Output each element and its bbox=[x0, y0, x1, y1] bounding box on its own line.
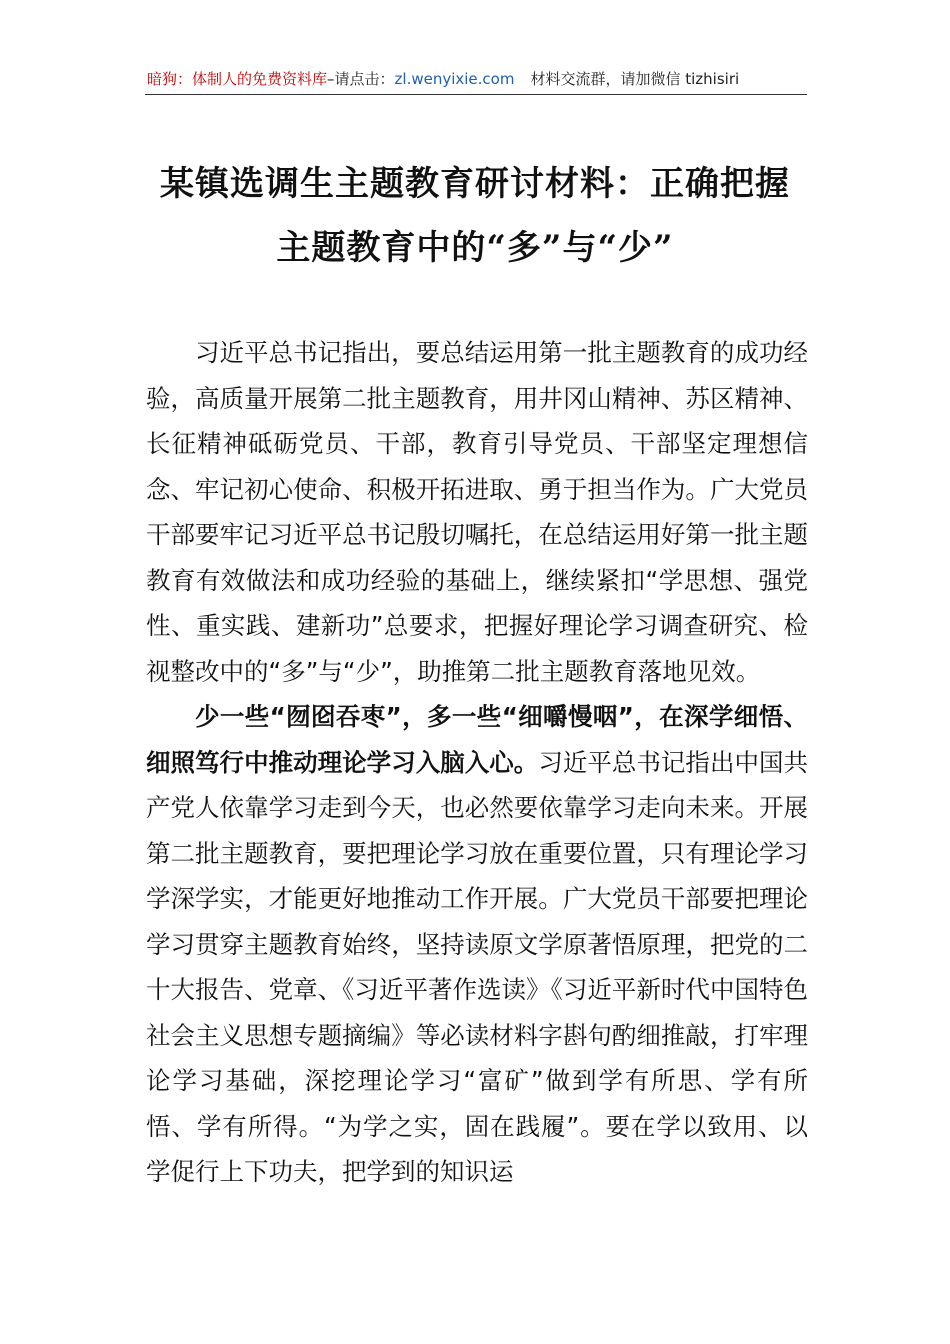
header-contact: 材料交流群，请加微信 tizhisiri bbox=[530, 70, 740, 88]
header-divider bbox=[145, 94, 807, 95]
header-url-link[interactable]: zl.wenyixie.com bbox=[394, 70, 515, 88]
document-title bbox=[120, 152, 830, 280]
header-prompt: –请点击： bbox=[327, 70, 395, 88]
header-brand: 暗狗：体制人的免费资料库 bbox=[147, 70, 328, 88]
section-1-heading: 少一些“囫囵吞枣”，多一些“细嚼慢咽”，在深学细悟、细照笃行中推动理论学习入脑入心。 bbox=[146, 702, 808, 777]
paragraph-intro: 习近平总书记指出，要总结运用第一批主题教育的成功经验，高质量开展第二批主题教育，用井冈山精神、苏区精神、长征精神砥砺党员、干部，教育引导党员、干部坚定理想信念、牢记初心使命、积极开拓进取、勇于担当作为。广大党员干部要牢记习近平总书记殷切嘱托，在总结运用好第一批主题教育有效做法和成功经验的基础上，继续紧扣“学思想、强党性、重实践、建新功”总要求，把握好理论学习调查研究、检视整改中的“多”与“少”，助推第二批主题教育落地见效。 bbox=[146, 338, 808, 686]
section-1-body: 习近平总书记指出中国共产党人依靠学习走到今天，也必然要依靠学习走向未来。开展第二批主题教育，要把理论学习放在重要位置，只有理论学习学深学实，才能更好地推动工作开展。广大党员干部要把理论学习贯穿主题教育始终，坚持读原文学原著悟原理，把党的二十大报告、党章、《习近平著作选读》《习近平新时代中国特色社会主义思想专题摘编》等必读材料字斟句酌细推敲，打牢理论学习基础，深挖理论学习“富矿”做到学有所思、学有所悟、学有所得。“为学之实，固在践履”。要在学以致用、以学促行上下功夫，把学到的知识运 bbox=[146, 747, 809, 1186]
paragraph-section-1 bbox=[146, 694, 808, 1195]
page-header bbox=[147, 66, 807, 92]
title-line-1: 某镇选调生主题教育研讨材料：正确把握 bbox=[160, 164, 790, 204]
title-line-2: 主题教育中的“多”与“少” bbox=[276, 228, 674, 268]
document-body bbox=[146, 330, 808, 1195]
